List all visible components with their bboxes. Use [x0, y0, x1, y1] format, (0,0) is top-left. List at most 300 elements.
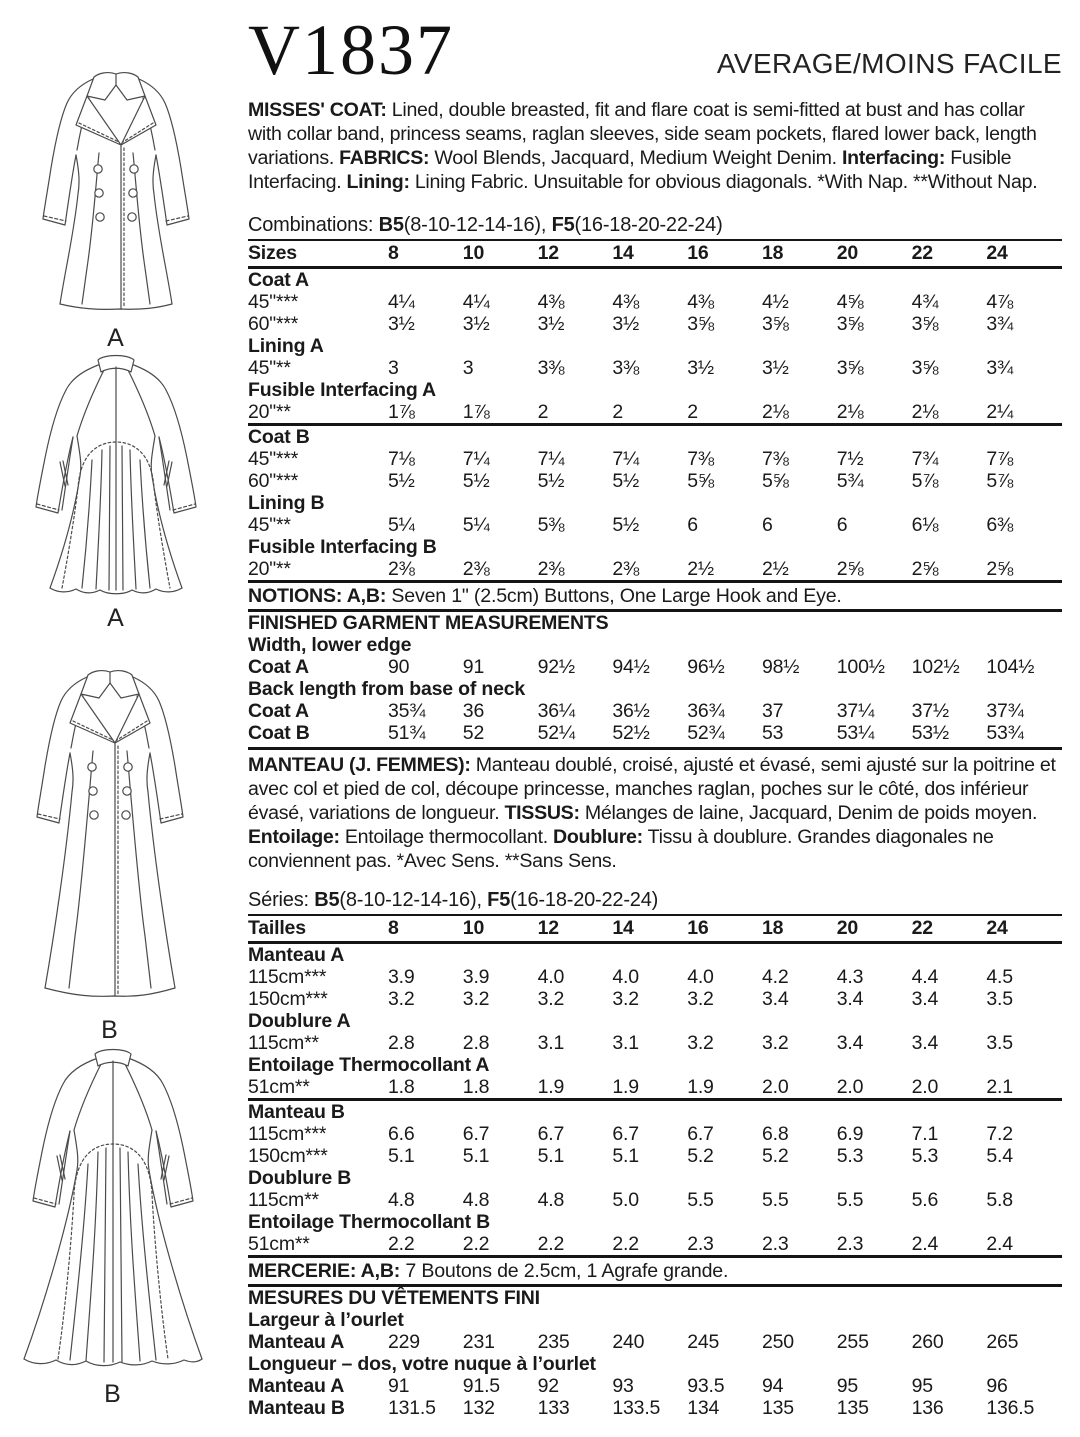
value-cell: 93 — [612, 1375, 634, 1397]
value-cell: 3.2 — [687, 988, 714, 1010]
value-cell: 2.0 — [911, 1076, 939, 1098]
value-cell: 1⅞ — [462, 401, 490, 423]
value-cell: 37¾ — [986, 700, 1024, 722]
table-row — [248, 656, 1062, 678]
size-column-header: 8 — [388, 917, 399, 939]
value-cell: 52¼ — [537, 722, 575, 744]
value-cell: 3⅝ — [836, 313, 864, 335]
value-cell: 6.8 — [761, 1123, 789, 1145]
value-cell: 3⅜ — [612, 357, 640, 379]
value-cell: 135 — [761, 1397, 794, 1419]
value-cell: 3½ — [537, 313, 565, 335]
table-row — [248, 1076, 1062, 1098]
table-row — [248, 1331, 1062, 1353]
value-cell: 136 — [911, 1397, 944, 1419]
value-cell: 2⅛ — [911, 401, 939, 423]
value-cell: 5.3 — [836, 1145, 864, 1167]
value-cell: 4.3 — [836, 966, 864, 988]
value-cell: 3½ — [388, 313, 415, 335]
value-cell: 3.4 — [836, 988, 864, 1010]
value-cell: 5¼ — [388, 514, 415, 536]
value-cell: 229 — [388, 1331, 420, 1353]
value-cell: 6 — [687, 514, 698, 536]
value-cell: 2⅝ — [986, 558, 1014, 580]
value-cell: 3.1 — [537, 1032, 565, 1054]
value-cell: 36¼ — [537, 700, 575, 722]
value-cell: 4.2 — [761, 966, 789, 988]
table-row — [248, 1211, 1062, 1233]
value-cell: 6 — [836, 514, 848, 536]
value-cell: 5¾ — [836, 470, 864, 492]
value-cell: 3½ — [462, 313, 490, 335]
row-label: 115cm*** — [248, 966, 327, 988]
value-cell: 7¼ — [537, 448, 565, 470]
value-cell: 102½ — [911, 656, 960, 678]
section-label: Longueur – dos, votre nuque à l’ourlet — [248, 1353, 596, 1375]
value-cell: 235 — [537, 1331, 570, 1353]
value-cell: 3⅝ — [911, 357, 939, 379]
value-cell: 95 — [911, 1375, 933, 1397]
value-cell: 3.2 — [612, 988, 639, 1010]
value-cell: 240 — [612, 1331, 645, 1353]
value-cell: 5½ — [462, 470, 490, 492]
view-label-b-front: B — [101, 1016, 119, 1044]
value-cell: 94½ — [612, 656, 650, 678]
yardage-table-english — [248, 239, 1062, 580]
value-cell: 7¼ — [612, 448, 640, 470]
value-cell: 6.7 — [612, 1123, 639, 1145]
value-cell: 5⅞ — [986, 470, 1014, 492]
pattern-number: V1837 — [248, 9, 454, 90]
size-column-header: 20 — [836, 242, 859, 264]
value-cell: 92½ — [537, 656, 575, 678]
section-label: Doublure A — [248, 1010, 351, 1032]
size-column-header: 14 — [612, 917, 634, 939]
value-cell: 133.5 — [612, 1397, 661, 1419]
value-cell: 4.0 — [687, 966, 714, 988]
value-cell: 250 — [761, 1331, 794, 1353]
section-label: Entoilage Thermocollant A — [248, 1054, 490, 1076]
row-label: Coat A — [248, 656, 309, 678]
value-cell: 5⅞ — [911, 470, 939, 492]
size-column-header: 12 — [537, 917, 559, 939]
value-cell: 5.5 — [836, 1189, 864, 1211]
row-label: 51cm** — [248, 1233, 310, 1255]
table-row — [248, 470, 1062, 492]
value-cell: 5.5 — [761, 1189, 789, 1211]
section-label: Lining B — [248, 492, 325, 514]
table-row — [248, 1287, 1062, 1309]
coat-b-back-drawing — [14, 1044, 212, 1409]
value-cell: 6⅜ — [986, 514, 1014, 536]
table-row — [248, 379, 1062, 401]
section-label: Manteau B — [248, 1101, 345, 1123]
coat-back-line-art — [14, 1044, 212, 1376]
size-column-header: 12 — [537, 242, 559, 264]
table-row — [248, 700, 1062, 722]
value-cell: 35¾ — [388, 700, 426, 722]
table-row — [248, 1397, 1062, 1419]
value-cell: 6.7 — [462, 1123, 490, 1145]
size-column-header: 10 — [462, 917, 485, 939]
series-line: Séries: B5(8-10-12-14-16), F5(16-18-20-22-24) — [248, 889, 659, 911]
section-label: Fusible Interfacing B — [248, 536, 437, 558]
value-cell: 133 — [537, 1397, 570, 1419]
table-row — [248, 612, 1062, 634]
value-cell: 245 — [687, 1331, 720, 1353]
value-cell: 4¾ — [911, 291, 939, 313]
value-cell: 134 — [687, 1397, 720, 1419]
value-cell: 3 — [388, 357, 399, 379]
value-cell: 5.4 — [986, 1145, 1013, 1167]
content-column — [248, 0, 1062, 1419]
value-cell: 3⅜ — [537, 357, 565, 379]
value-cell: 51¾ — [388, 722, 426, 744]
value-cell: 7.1 — [911, 1123, 939, 1145]
value-cell: 3¾ — [986, 357, 1014, 379]
view-label-a-back: A — [107, 604, 125, 632]
value-cell: 53½ — [911, 722, 949, 744]
value-cell: 4½ — [761, 291, 789, 313]
table-corner-header: Tailles — [248, 917, 306, 939]
combinations-line: Combinations: B5(8-10-12-14-16), F5(16-18-20-22-24) — [248, 214, 723, 236]
value-cell: 265 — [986, 1331, 1019, 1353]
value-cell: 2.2 — [612, 1233, 639, 1255]
view-label-b-back: B — [104, 1380, 122, 1408]
size-column-header: 20 — [836, 917, 859, 939]
size-column-header: 22 — [911, 917, 933, 939]
value-cell: 2.4 — [986, 1233, 1013, 1255]
value-cell: 1.9 — [687, 1076, 714, 1098]
value-cell: 136.5 — [986, 1397, 1035, 1419]
table-row — [248, 1167, 1062, 1189]
value-cell: 1.8 — [388, 1076, 415, 1098]
size-column-header: 10 — [462, 242, 485, 264]
value-cell: 5½ — [612, 470, 640, 492]
value-cell: 91.5 — [462, 1375, 500, 1397]
value-cell: 5.1 — [388, 1145, 415, 1167]
value-cell: 7¾ — [911, 448, 939, 470]
value-cell: 2¼ — [986, 401, 1014, 423]
coat-a-back-drawing — [24, 350, 208, 633]
value-cell: 5.1 — [612, 1145, 639, 1167]
value-cell: 3¾ — [986, 313, 1014, 335]
table-row — [248, 269, 1062, 291]
value-cell: 260 — [911, 1331, 944, 1353]
value-cell: 90 — [388, 656, 410, 678]
table-row — [248, 966, 1062, 988]
value-cell: 2.8 — [462, 1032, 490, 1054]
table-row — [248, 492, 1062, 514]
value-cell: 2⅜ — [612, 558, 640, 580]
value-cell: 91 — [388, 1375, 410, 1397]
description-french: MANTEAU (J. FEMMES): Manteau doublé, croisé, ajusté et évasé, semi ajusté sur la poitrine et avec col et pied de col, découpe princesse, manches raglan, poches sur le côté, dos inférieur évasé, variations de longueur. TISSUS: Mélanges de laine, Jacquard, Denim de poids moyen. Entoilage: Entoilage thermocollant. Doublure: Tissu à doublure. Grandes diagonales ne conviennent pas. *Avec Sens. **Sans Sens. — [248, 747, 1062, 873]
value-cell: 3⅝ — [687, 313, 714, 335]
value-cell: 2.2 — [388, 1233, 415, 1255]
value-cell: 3.9 — [462, 966, 490, 988]
yardage-table-french — [248, 914, 1062, 1255]
row-label: 45"** — [248, 514, 291, 536]
value-cell: 52 — [462, 722, 485, 744]
table-row — [248, 514, 1062, 536]
table-row — [248, 357, 1062, 379]
value-cell: 5½ — [388, 470, 415, 492]
value-cell: 2 — [612, 401, 624, 423]
value-cell: 4⅜ — [537, 291, 565, 313]
value-cell: 3.4 — [911, 988, 939, 1010]
value-cell: 1⅞ — [388, 401, 415, 423]
value-cell: 2 — [537, 401, 549, 423]
section-label: Manteau A — [248, 944, 345, 966]
value-cell: 2 — [687, 401, 698, 423]
value-cell: 2⅜ — [388, 558, 415, 580]
table-row — [248, 722, 1062, 744]
value-cell: 2.1 — [986, 1076, 1013, 1098]
value-cell: 52½ — [612, 722, 650, 744]
value-cell: 6.7 — [537, 1123, 565, 1145]
value-cell: 91 — [462, 656, 485, 678]
value-cell: 7⅜ — [687, 448, 714, 470]
table-row — [248, 1101, 1062, 1123]
value-cell: 3.4 — [836, 1032, 864, 1054]
value-cell: 131.5 — [388, 1397, 436, 1419]
value-cell: 4¼ — [388, 291, 415, 313]
value-cell: 5.8 — [986, 1189, 1013, 1211]
value-cell: 5⅝ — [761, 470, 789, 492]
row-label: 115cm*** — [248, 1123, 327, 1145]
section-label: Lining A — [248, 335, 324, 357]
value-cell: 104½ — [986, 656, 1035, 678]
section-label: Width, lower edge — [248, 634, 412, 656]
value-cell: 4.0 — [612, 966, 639, 988]
value-cell: 2½ — [761, 558, 789, 580]
value-cell: 2⅜ — [462, 558, 490, 580]
value-cell: 5¼ — [462, 514, 490, 536]
header — [248, 9, 1062, 90]
value-cell: 5.6 — [911, 1189, 939, 1211]
table-row — [248, 678, 1062, 700]
table-row — [248, 1309, 1062, 1331]
section-label: Coat B — [248, 426, 310, 448]
row-label: 60"*** — [248, 313, 299, 335]
value-cell: 1.9 — [612, 1076, 639, 1098]
table-row — [248, 426, 1062, 448]
value-cell: 5⅜ — [537, 514, 565, 536]
value-cell: 37 — [761, 700, 784, 722]
table-row — [248, 1375, 1062, 1397]
row-label: Manteau B — [248, 1397, 345, 1419]
value-cell: 5.0 — [612, 1189, 639, 1211]
value-cell: 4.0 — [537, 966, 565, 988]
description-english: MISSES' COAT: Lined, double breasted, fit and flare coat is semi-fitted at bust and has collar with collar band, princess seams, raglan sleeves, side seam pockets, flared lower back, length variations. FABRICS: Wool Blends, Jacquard, Medium Weight Denim. Interfacing: Fusible Interfacing. Lining: Lining Fabric. Unsuitable for obvious diagonals. *With Nap. **Without Nap. — [248, 99, 1038, 193]
table-row — [248, 448, 1062, 470]
value-cell: 4¼ — [462, 291, 490, 313]
row-label: Manteau A — [248, 1375, 345, 1397]
value-cell: 5½ — [612, 514, 640, 536]
table-row — [248, 536, 1062, 558]
section-label: Largeur à l’ourlet — [248, 1309, 404, 1331]
value-cell: 3.4 — [761, 988, 789, 1010]
value-cell: 93.5 — [687, 1375, 725, 1397]
coat-front-line-art — [36, 68, 196, 320]
row-label: 20"** — [248, 558, 291, 580]
value-cell: 3⅝ — [761, 313, 789, 335]
value-cell: 2⅜ — [537, 558, 565, 580]
value-cell: 135 — [836, 1397, 869, 1419]
size-column-header: 22 — [911, 242, 933, 264]
value-cell: 4⅜ — [687, 291, 714, 313]
row-label: 20"** — [248, 401, 291, 423]
value-cell: 7⅞ — [986, 448, 1014, 470]
value-cell: 6.7 — [687, 1123, 714, 1145]
value-cell: 7⅜ — [761, 448, 789, 470]
value-cell: 53 — [761, 722, 784, 744]
value-cell: 2.3 — [761, 1233, 789, 1255]
value-cell: 4.5 — [986, 966, 1013, 988]
value-cell: 4⅜ — [612, 291, 640, 313]
value-cell: 2.3 — [687, 1233, 714, 1255]
value-cell: 3.9 — [388, 966, 415, 988]
value-cell: 96 — [986, 1375, 1008, 1397]
table-row — [248, 1145, 1062, 1167]
value-cell: 2⅛ — [761, 401, 789, 423]
mercerie-line: MERCERIE: A,B: 7 Boutons de 2.5cm, 1 Agrafe grande. — [248, 1255, 1062, 1287]
value-cell: 4⅞ — [986, 291, 1014, 313]
value-cell: 3.4 — [911, 1032, 939, 1054]
value-cell: 53¼ — [836, 722, 875, 744]
table-row — [248, 1233, 1062, 1255]
value-cell: 1.8 — [462, 1076, 490, 1098]
value-cell: 1.9 — [537, 1076, 565, 1098]
table-row — [248, 634, 1062, 656]
value-cell: 6 — [761, 514, 773, 536]
value-cell: 5.5 — [687, 1189, 714, 1211]
size-column-header: 24 — [986, 917, 1008, 939]
value-cell: 132 — [462, 1397, 495, 1419]
table-row — [248, 335, 1062, 357]
table-row — [248, 1032, 1062, 1054]
value-cell: 2.0 — [761, 1076, 789, 1098]
value-cell: 3⅝ — [836, 357, 864, 379]
size-column-header: 18 — [761, 242, 784, 264]
value-cell: 3.2 — [687, 1032, 714, 1054]
table-row — [248, 1123, 1062, 1145]
value-cell: 5.2 — [687, 1145, 714, 1167]
finished-measurements-english — [248, 612, 1062, 744]
coat-b-front-drawing — [30, 666, 190, 1045]
value-cell: 5.1 — [537, 1145, 565, 1167]
value-cell: 95 — [836, 1375, 859, 1397]
value-cell: 2.8 — [388, 1032, 415, 1054]
table-row — [248, 1189, 1062, 1211]
value-cell: 3½ — [761, 357, 789, 379]
section-label: Entoilage Thermocollant B — [248, 1211, 491, 1233]
value-cell: 2.0 — [836, 1076, 864, 1098]
value-cell: 5½ — [537, 470, 565, 492]
value-cell: 7.2 — [986, 1123, 1013, 1145]
size-column-header: 18 — [761, 917, 784, 939]
table-row — [248, 401, 1062, 423]
value-cell: 231 — [462, 1331, 495, 1353]
value-cell: 4.8 — [388, 1189, 415, 1211]
value-cell: 53¾ — [986, 722, 1024, 744]
description-fr-lead: MANTEAU (J. FEMMES): — [248, 754, 471, 776]
value-cell: 6.6 — [388, 1123, 415, 1145]
row-label: Coat B — [248, 722, 310, 744]
size-column-header: 14 — [612, 242, 634, 264]
value-cell: 2⅝ — [911, 558, 939, 580]
row-label: 115cm** — [248, 1189, 319, 1211]
table-header-row — [248, 241, 1062, 269]
value-cell: 2.4 — [911, 1233, 939, 1255]
value-cell: 94 — [761, 1375, 784, 1397]
value-cell: 3½ — [687, 357, 714, 379]
finished-measurements-french — [248, 1287, 1062, 1419]
row-label: 45"*** — [248, 291, 299, 313]
row-label: 115cm** — [248, 1032, 319, 1054]
value-cell: 36 — [462, 700, 485, 722]
value-cell: 255 — [836, 1331, 869, 1353]
table-header-row — [248, 916, 1062, 944]
section-label: Back length from base of neck — [248, 678, 526, 700]
size-column-header: 24 — [986, 242, 1008, 264]
value-cell: 52¾ — [687, 722, 725, 744]
table-corner-header: Sizes — [248, 242, 297, 264]
value-cell: 5.2 — [761, 1145, 789, 1167]
section-label: Fusible Interfacing A — [248, 379, 436, 401]
value-cell: 4.8 — [462, 1189, 490, 1211]
size-column-header: 8 — [388, 242, 399, 264]
table-row — [248, 313, 1062, 335]
table-row — [248, 988, 1062, 1010]
value-cell: 2.2 — [462, 1233, 490, 1255]
table-row — [248, 944, 1062, 966]
value-cell: 7¼ — [462, 448, 490, 470]
value-cell: 3.1 — [612, 1032, 639, 1054]
row-label: Coat A — [248, 700, 309, 722]
value-cell: 3.5 — [986, 1032, 1013, 1054]
value-cell: 7⅛ — [388, 448, 415, 470]
value-cell: 3⅝ — [911, 313, 939, 335]
section-label: Coat A — [248, 269, 309, 291]
section-label: MESURES DU VÊTEMENTS FINI — [248, 1287, 540, 1309]
value-cell: 5⅝ — [687, 470, 714, 492]
section-label: FINISHED GARMENT MEASUREMENTS — [248, 612, 609, 634]
value-cell: 4.4 — [911, 966, 939, 988]
coat-back-line-art — [24, 350, 208, 600]
value-cell: 37½ — [911, 700, 949, 722]
table-row — [248, 1010, 1062, 1032]
value-cell: 2⅝ — [836, 558, 864, 580]
row-label: 45"** — [248, 357, 291, 379]
value-cell: 36½ — [612, 700, 650, 722]
row-label: 60"*** — [248, 470, 299, 492]
value-cell: 5.1 — [462, 1145, 490, 1167]
row-label: 150cm*** — [248, 988, 328, 1010]
row-label: 51cm** — [248, 1076, 310, 1098]
value-cell: 7½ — [836, 448, 864, 470]
value-cell: 2½ — [687, 558, 714, 580]
row-label: 150cm*** — [248, 1145, 328, 1167]
table-row — [248, 291, 1062, 313]
difficulty-rating: AVERAGE/MOINS FACILE — [716, 48, 1062, 79]
coat-a-front-drawing — [36, 68, 196, 353]
size-column-header: 16 — [687, 242, 709, 264]
value-cell: 2.3 — [836, 1233, 864, 1255]
size-column-header: 16 — [687, 917, 709, 939]
row-label: Manteau A — [248, 1331, 345, 1353]
coat-front-line-art — [30, 666, 190, 1012]
